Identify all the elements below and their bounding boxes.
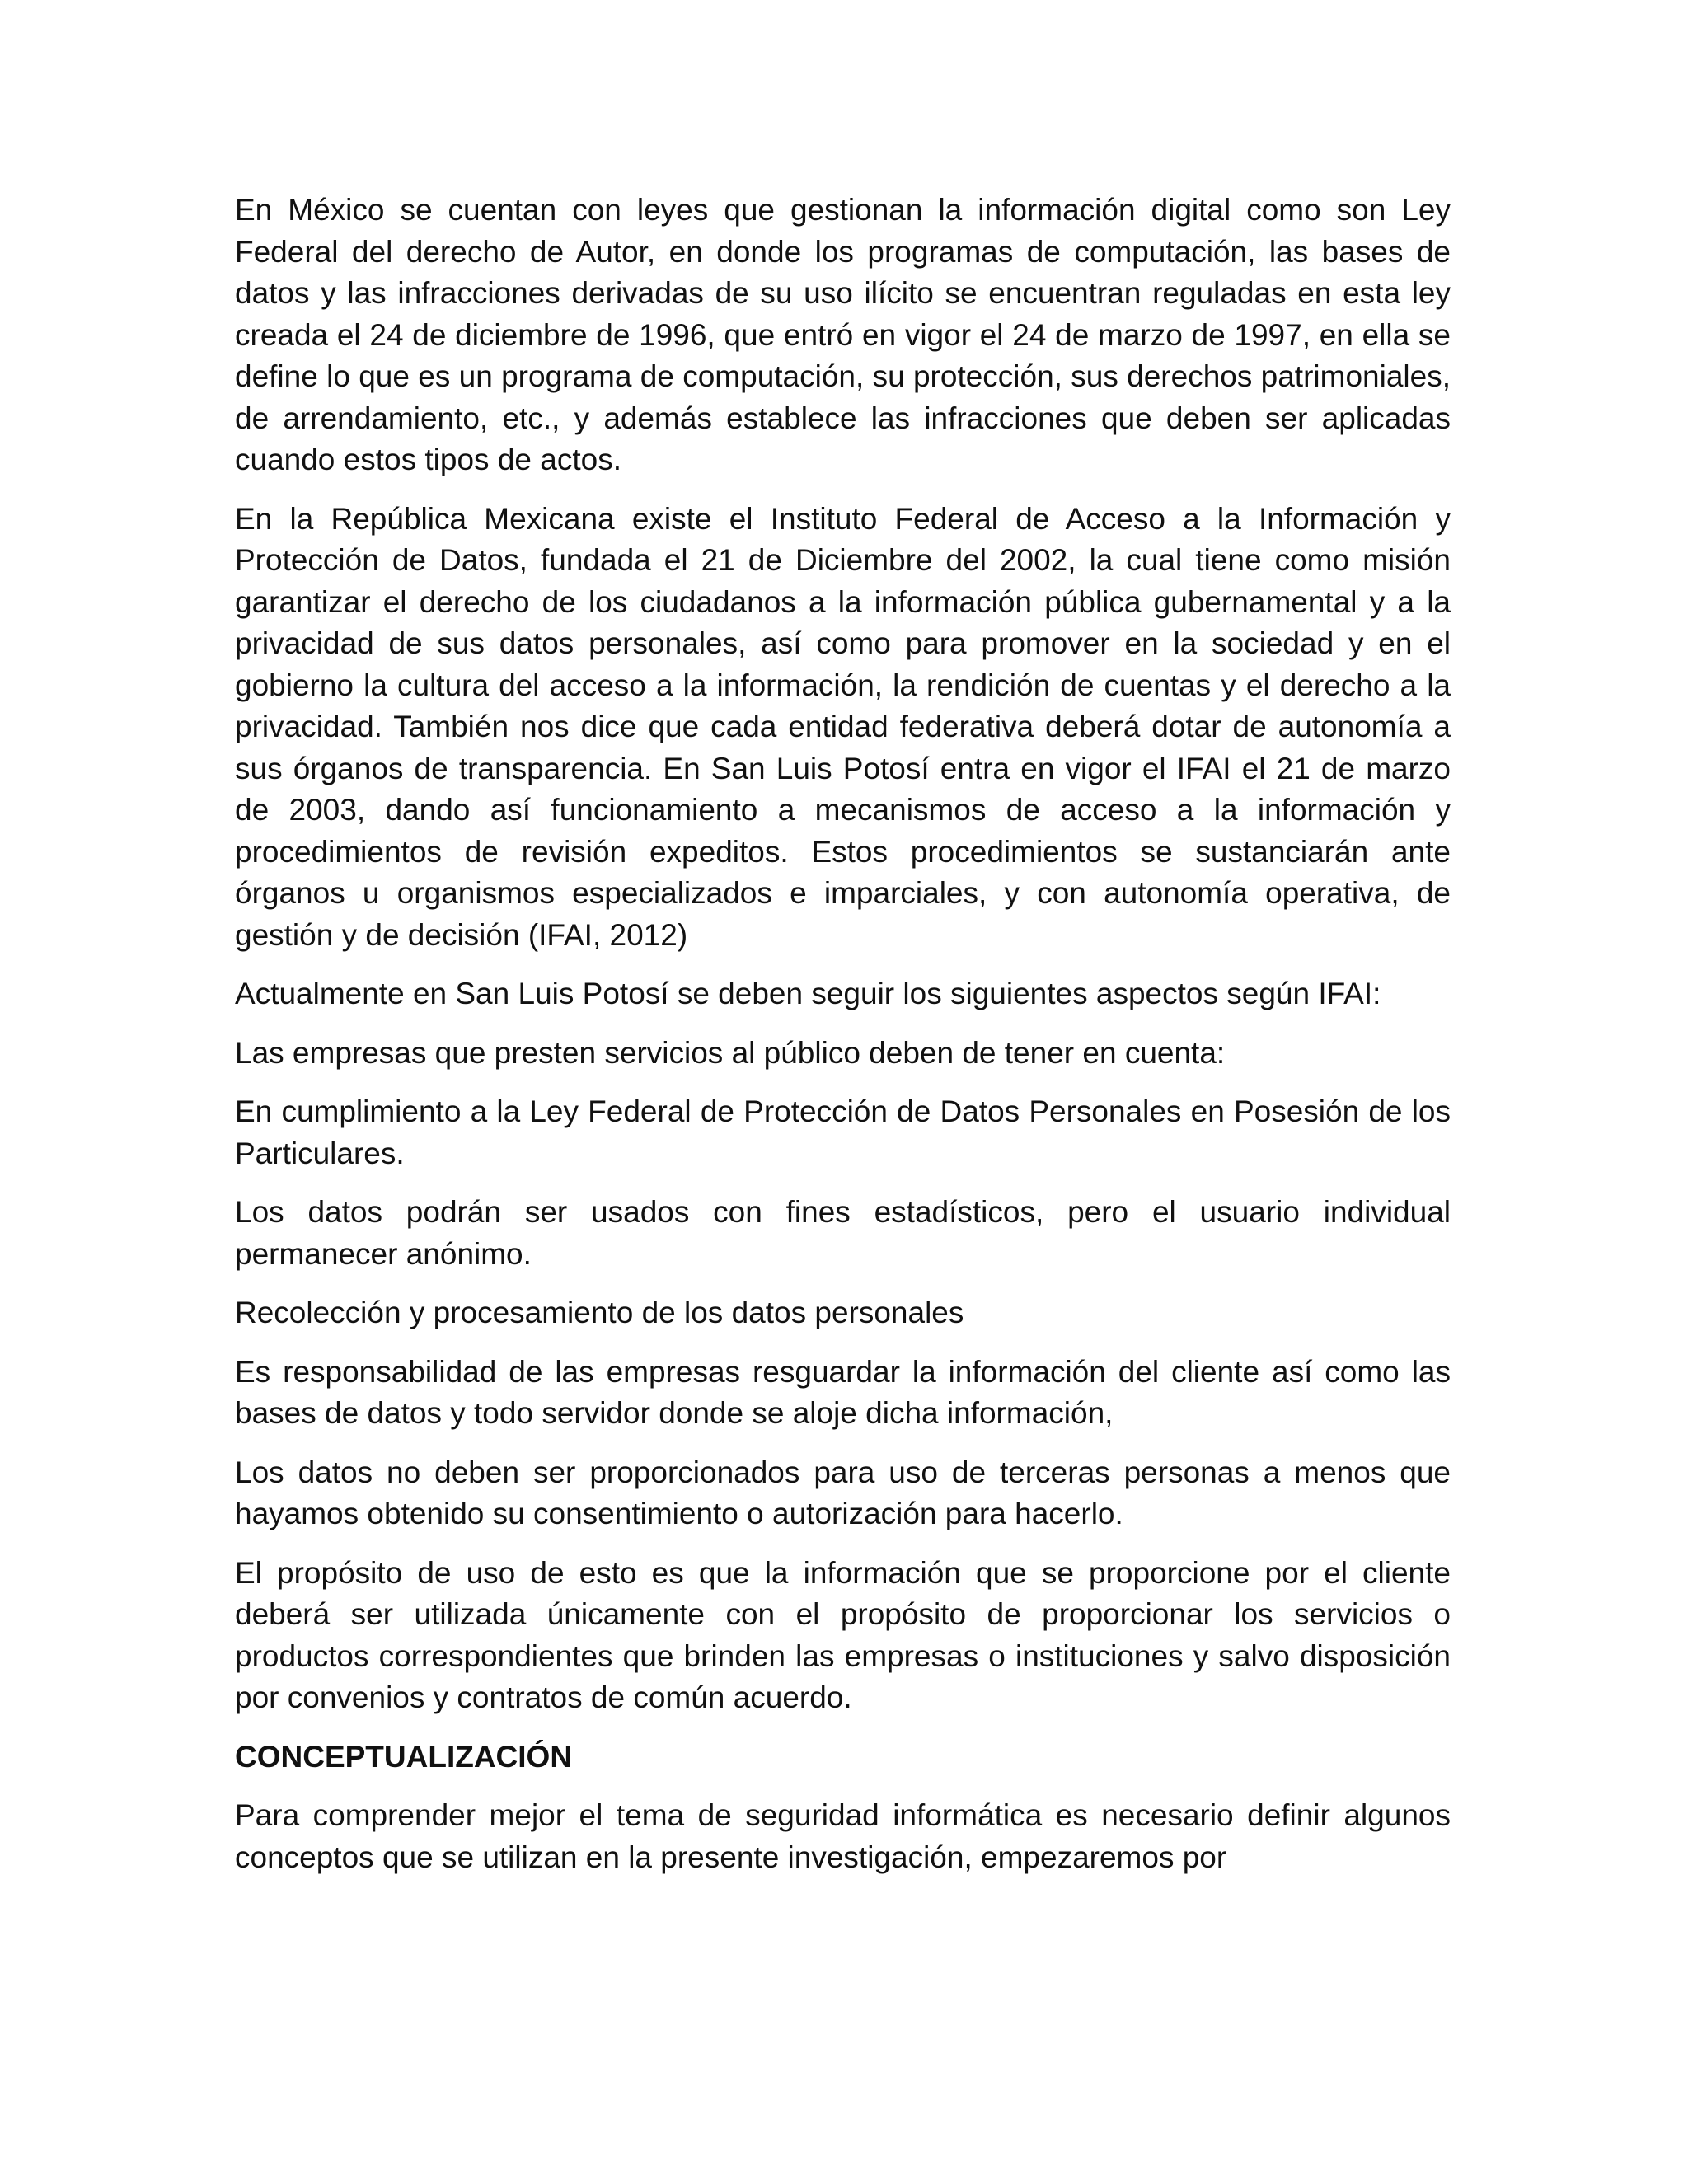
paragraph-ifai: En la República Mexicana existe el Instituto Federal de Acceso a la Información y Protección de Datos, fundada el 21 de Diciembre del 2002, la cual tiene como misión garantizar el derecho de los ciudadanos a la información pública gubernamental y a la privacidad de sus datos personales, así como para promover en la sociedad y en el gobierno la cultura del acceso a la información, la rendición de cuentas y el derecho a la privacidad. También nos dice que cada entidad federativa deberá dotar de autonomía a sus órganos de transparencia. En San Luis Potosí entra en vigor el IFAI el 21 de marzo de 2003, dando así funcionamiento a mecanismos de acceso a la información y procedimientos de revisión expeditos. Estos procedimientos se sustanciarán ante órganos u organismos especializados e imparciales, y con autonomía operativa, de gestión y de decisión (IFAI, 2012) <box>235 501 1451 952</box>
paragraph-aspectos-ifai: Actualmente en San Luis Potosí se deben seguir los siguientes aspectos según IFAI: <box>235 977 1381 1010</box>
paragraph-cumplimiento-ley: En cumplimiento a la Ley Federal de Protección de Datos Personales en Posesión de los Particulares. <box>235 1094 1451 1170</box>
paragraph-ley-derecho-autor: En México se cuentan con leyes que gestionan la información digital como son Ley Federal del derecho de Autor, en donde los programas de computación, las bases de datos y las infracciones derivadas de su uso ilícito se encuentran reguladas en esta ley creada el 24 de diciembre de 1996, que entró en vigor el 24 de marzo de 1997, en ella se define lo que es un programa de computación, su protección, sus derechos patrimoniales, de arrendamiento, etc., y además establece las infracciones que deben ser aplicadas cuando estos tipos de actos. <box>235 193 1451 476</box>
paragraph-empresas-servicios: Las empresas que presten servicios al público deben de tener en cuenta: <box>235 1035 1226 1070</box>
paragraph-recoleccion: Recolección y procesamiento de los datos personales <box>235 1296 964 1329</box>
paragraph-responsabilidad: Es responsabilidad de las empresas resguardar la información del cliente así como las bases de datos y todo servidor donde se aloje dicha información, <box>235 1354 1451 1430</box>
section-heading: CONCEPTUALIZACIÓN <box>235 1739 573 1774</box>
paragraph-proposito-uso: El propósito de uso de esto es que la información que se proporcione por el cliente deberá ser utilizada únicamente con el propósito de proporcionar los servicios o productos correspondientes que brinden las empresas o instituciones y salvo disposición por convenios y contratos de común acuerdo. <box>235 1555 1451 1714</box>
paragraph-datos-estadisticos: Los datos podrán ser usados con fines estadísticos, pero el usuario individual permanecer anónimo. <box>235 1195 1451 1271</box>
paragraph-seguridad-informatica: Para comprender mejor el tema de seguridad informática es necesario definir algunos conceptos que se utilizan en la presente investigación, empezaremos por <box>235 1798 1451 1874</box>
paragraph-terceras-personas: Los datos no deben ser proporcionados para uso de terceras personas a menos que hayamos obtenido su consentimiento o autorización para hacerlo. <box>235 1455 1451 1530</box>
document-page <box>235 190 1451 1896</box>
